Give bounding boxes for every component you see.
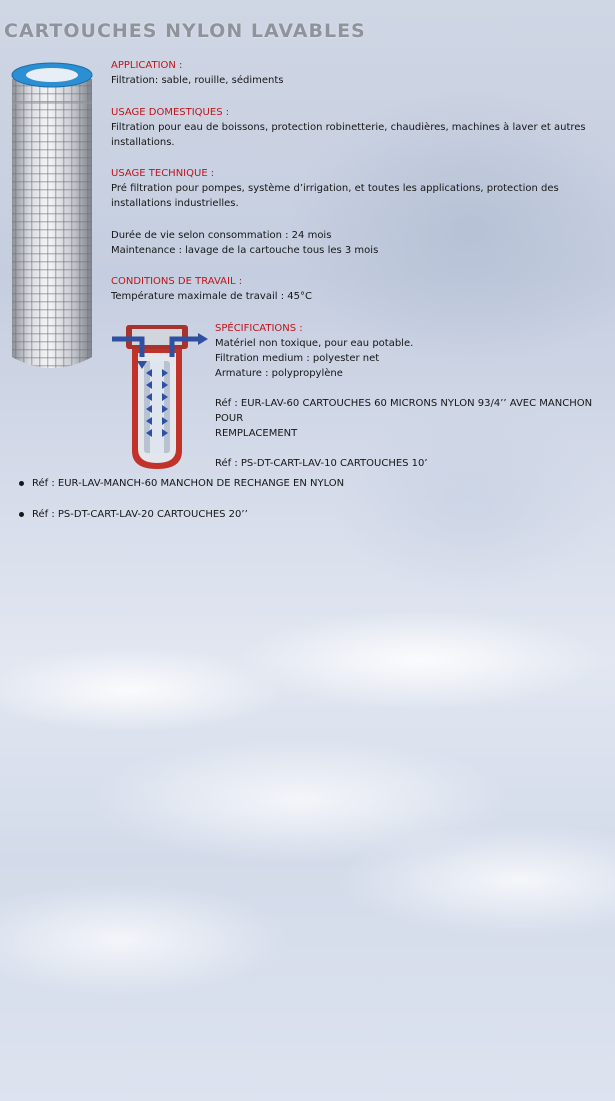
duree-section — [111, 228, 378, 258]
cartridge-image — [7, 61, 97, 373]
application-heading: APPLICATION : — [111, 60, 183, 71]
list-item: Réf : EUR-LAV-MANCH-60 MANCHON DE RECHANGE EN NYLON — [18, 476, 578, 491]
usage-domestique-line-1: Filtration pour eau de boissons, protection robinetterie, chaudières, machines à laver et autres — [111, 122, 586, 133]
conditions-text: Température maximale de travail : 45°C — [111, 291, 312, 302]
specifications-line-3: Armature : polypropylène — [215, 368, 343, 379]
reference-eur-lav-60-line-1: Réf : EUR-LAV-60 CARTOUCHES 60 MICRONS NYLON 93/4’’ AVEC MANCHON POUR — [215, 398, 593, 424]
application-text: Filtration: sable, rouille, sédiments — [111, 75, 284, 86]
usage-domestique-heading: USAGE DOMESTIQUES : — [111, 107, 230, 118]
reference-eur-lav-60-line-2: REMPLACEMENT — [215, 428, 298, 439]
usage-technique-line-1: Pré filtration pour pompes, système d’irrigation, et toutes les applications, protection des — [111, 183, 559, 194]
reference-ps-dt-cart-lav-10: Réf : PS-DT-CART-LAV-10 CARTOUCHES 10’ — [215, 458, 428, 469]
usage-technique-line-2: installations industrielles. — [111, 198, 239, 209]
application-section — [111, 58, 283, 88]
duree-line-2: Maintenance : lavage de la cartouche tous les 3 mois — [111, 245, 379, 256]
spacer — [215, 441, 610, 456]
duree-line-1: Durée de vie selon consommation : 24 mois — [111, 230, 332, 241]
page-title: CARTOUCHES NYLON LAVABLES — [4, 20, 366, 42]
usage-domestique-section — [111, 105, 611, 150]
specifications-section — [215, 321, 610, 471]
spacer — [215, 381, 610, 396]
specifications-line-2: Filtration medium : polyester net — [215, 353, 380, 364]
usage-technique-heading: USAGE TECHNIQUE : — [111, 168, 215, 179]
conditions-heading: CONDITIONS DE TRAVAIL : — [111, 276, 243, 287]
list-item: Réf : PS-DT-CART-LAV-20 CARTOUCHES 20’’ — [18, 507, 578, 522]
conditions-section — [111, 274, 312, 304]
specifications-heading: SPÉCIFICATIONS : — [215, 323, 303, 334]
usage-technique-section — [111, 166, 611, 211]
filter-housing-image — [112, 323, 208, 473]
reference-list — [18, 476, 578, 538]
usage-domestique-line-2: installations. — [111, 137, 175, 148]
specifications-line-1: Matériel non toxique, pour eau potable. — [215, 338, 414, 349]
